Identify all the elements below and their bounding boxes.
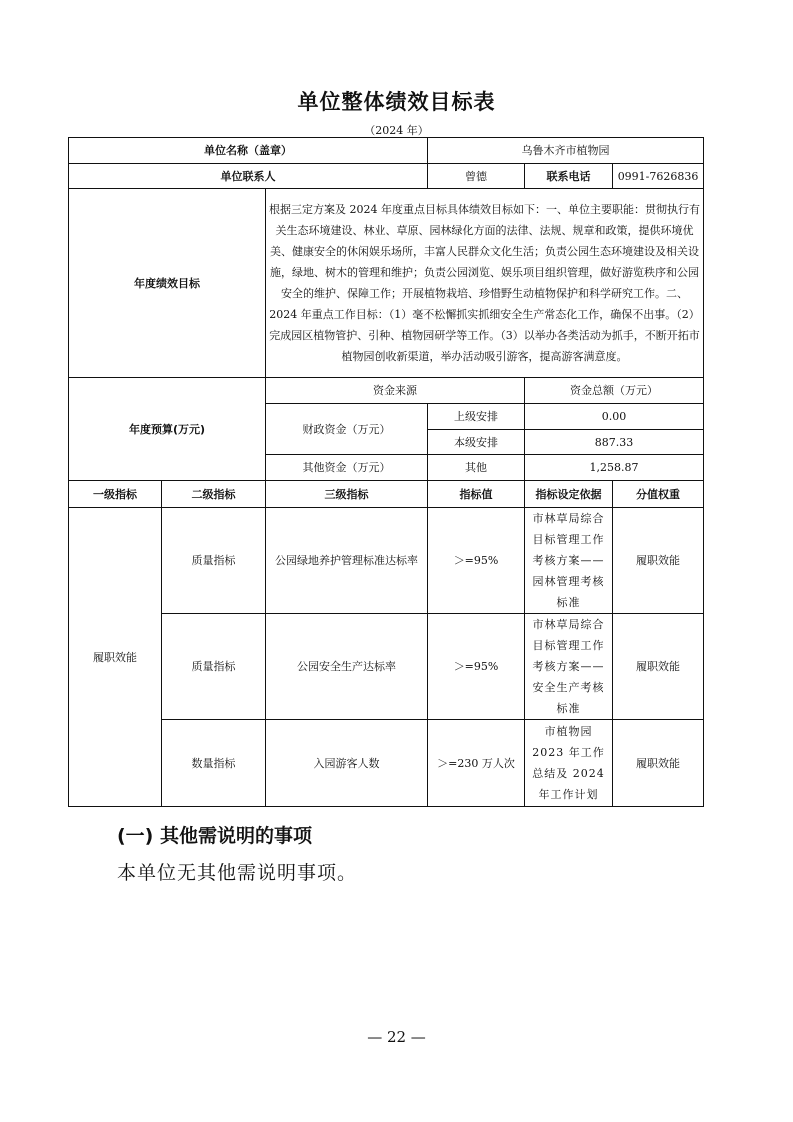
indicator-value-header: 指标值 <box>428 481 525 508</box>
indicator-basis: 市植物园 2023 年工作总结及 2024 年工作计划 <box>525 720 613 807</box>
section-note: 本单位无其他需说明事项。 <box>117 862 358 884</box>
contact-label: 单位联系人 <box>69 164 428 189</box>
level3-value: 入园游客人数 <box>266 720 428 807</box>
performance-goal-table <box>68 137 704 807</box>
annual-budget-label: 年度预算(万元) <box>69 378 266 481</box>
other-fund-label: 其他资金（万元） <box>266 455 428 481</box>
level2-value: 质量指标 <box>162 614 266 720</box>
section-heading: (一) 其他需说明的事项 <box>117 825 312 847</box>
table-row <box>69 481 704 508</box>
weight-value: 履职效能 <box>613 720 704 807</box>
level3-header: 三级指标 <box>266 481 428 508</box>
weight-value: 履职效能 <box>613 614 704 720</box>
other-fund-value: 1,258.87 <box>525 455 704 481</box>
upper-allocation-label: 上级安排 <box>428 404 525 430</box>
indicator-value: ＞=230 万人次 <box>428 720 525 807</box>
page-title: 单位整体绩效目标表 <box>297 90 496 114</box>
table-row <box>69 189 704 378</box>
level2-value: 数量指标 <box>162 720 266 807</box>
local-allocation-label: 本级安排 <box>428 430 525 455</box>
level2-value: 质量指标 <box>162 508 266 614</box>
table-row <box>69 720 704 807</box>
indicator-value: ＞=95% <box>428 508 525 614</box>
table-row <box>69 138 704 164</box>
page-number: — 22 — <box>367 1028 426 1046</box>
indicator-basis: 市林草局综合目标管理工作考核方案——安全生产考核标准 <box>525 614 613 720</box>
fiscal-fund-label: 财政资金（万元） <box>266 404 428 455</box>
indicator-basis-header: 指标设定依据 <box>525 481 613 508</box>
table-row <box>69 508 704 614</box>
local-allocation-value: 887.33 <box>525 430 704 455</box>
indicator-basis: 市林草局综合目标管理工作考核方案——园林管理考核标准 <box>525 508 613 614</box>
table-row <box>69 614 704 720</box>
phone-label: 联系电话 <box>525 164 613 189</box>
fund-source-header: 资金来源 <box>266 378 525 404</box>
upper-allocation-value: 0.00 <box>525 404 704 430</box>
unit-name-label: 单位名称（盖章） <box>69 138 428 164</box>
indicator-value: ＞=95% <box>428 614 525 720</box>
level3-value: 公园安全生产达标率 <box>266 614 428 720</box>
fund-total-header: 资金总额（万元） <box>525 378 704 404</box>
annual-goal-text: 根据三定方案及 2024 年度重点目标具体绩效目标如下：一、单位主要职能：贯彻执行有关生态环境建设、林业、草原、园林绿化方面的法律、法规、规章和政策，提供环境优美、健康安全的休闲娱乐场所，丰富人民群众文化生活；负责公园生态环境建设及相关设施，绿地、树木的管理和维护；负责公园浏览、娱乐项目组织管理，做好游览秩序和公园安全的维护、保障工作；开展植物栽培、珍惜野生动植物保护和科学研究工作。二、2024 年重点工作目标：（1）毫不松懈抓实抓细安全生产常态化工作，确保不出事。（2）完成园区植物管护、引种、植物园研学等工作。（3）以举办各类活动为抓手，不断开拓市植物园创收新渠道，举办活动吸引游客，提高游客满意度。 <box>266 189 704 378</box>
annual-goal-label: 年度绩效目标 <box>69 189 266 378</box>
level2-header: 二级指标 <box>162 481 266 508</box>
weight-header: 分值权重 <box>613 481 704 508</box>
unit-name-value: 乌鲁木齐市植物园 <box>428 138 704 164</box>
weight-value: 履职效能 <box>613 508 704 614</box>
level1-value: 履职效能 <box>69 508 162 807</box>
table-row <box>69 164 704 189</box>
contact-name: 曾德 <box>428 164 525 189</box>
table-row <box>69 378 704 404</box>
table-year: （2024 年） <box>364 124 429 137</box>
other-fund-sub-label: 其他 <box>428 455 525 481</box>
level1-header: 一级指标 <box>69 481 162 508</box>
phone-value: 0991-7626836 <box>613 164 704 189</box>
level3-value: 公园绿地养护管理标准达标率 <box>266 508 428 614</box>
